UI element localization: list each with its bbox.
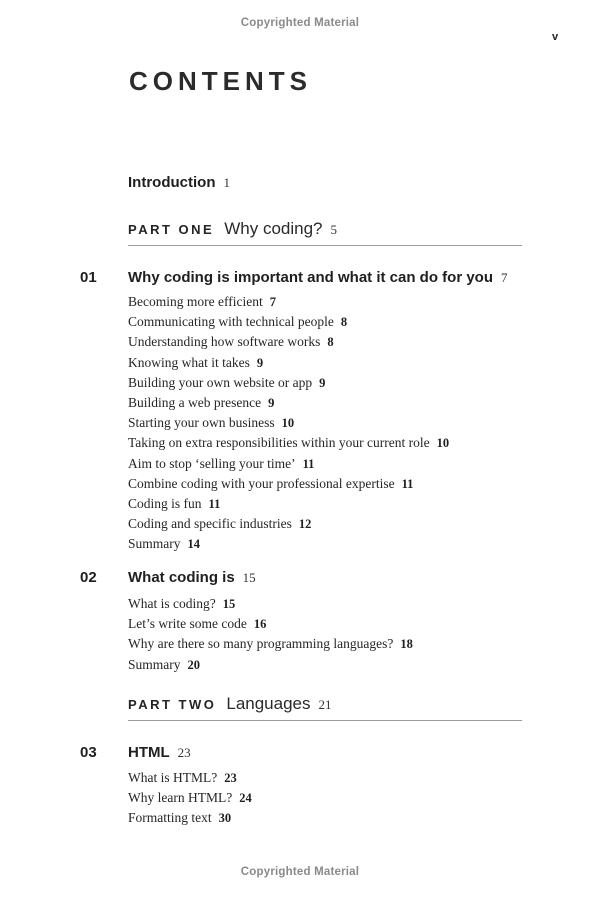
toc-item-page: 8 xyxy=(327,335,334,350)
toc-item-label: Starting your own business xyxy=(128,415,275,431)
toc-item-page: 11 xyxy=(401,476,414,491)
toc-item-page: 9 xyxy=(319,375,326,390)
toc-item-label: Coding and specific industries xyxy=(128,516,292,532)
toc-item-label: Building a web presence xyxy=(128,395,262,411)
toc-item-page: 11 xyxy=(208,497,221,512)
toc-item xyxy=(128,332,449,352)
part-one-kicker: PART ONE xyxy=(128,222,215,237)
page-folio: v xyxy=(551,31,559,43)
part-two-title: Languages xyxy=(226,694,311,713)
toc-item-page: 16 xyxy=(253,617,267,632)
introduction-label: Introduction xyxy=(128,174,216,191)
introduction-page-number: 1 xyxy=(223,175,230,190)
part-two-heading xyxy=(128,694,522,721)
toc-item-page: 8 xyxy=(340,315,348,330)
toc-item xyxy=(128,454,449,474)
toc-item xyxy=(128,413,449,433)
toc-item xyxy=(128,655,413,675)
toc-item-label: Building your own website or app xyxy=(128,374,313,390)
toc-item xyxy=(128,768,252,788)
chapter-03-items xyxy=(128,768,252,829)
toc-item-label: What is HTML? xyxy=(128,770,218,785)
part-one-title: Why coding? xyxy=(224,219,323,238)
toc-item-label: Formatting text xyxy=(128,810,212,826)
toc-entry-introduction xyxy=(128,174,230,191)
chapter-03-heading xyxy=(128,744,191,761)
toc-item-page: 9 xyxy=(268,396,275,411)
toc-item xyxy=(128,353,449,373)
toc-item xyxy=(128,534,449,554)
copyright-notice-bottom: Copyrighted Material xyxy=(240,866,360,878)
toc-item-page: 30 xyxy=(218,811,232,826)
part-two-page-number: 21 xyxy=(318,697,332,712)
chapter-03-title: HTML xyxy=(128,744,170,761)
toc-item-page: 10 xyxy=(436,436,450,451)
toc-item-label: Taking on extra responsibilities within your current role xyxy=(128,435,430,451)
toc-item xyxy=(128,292,449,312)
toc-item-label: Knowing what it takes xyxy=(128,354,250,370)
part-one-heading xyxy=(128,219,522,246)
toc-item xyxy=(128,474,449,494)
toc-item xyxy=(128,312,449,332)
copyright-notice-top: Copyrighted Material xyxy=(240,17,360,29)
chapter-02-items xyxy=(128,594,413,675)
toc-item xyxy=(128,393,449,413)
chapter-01-page-number: 7 xyxy=(501,270,508,285)
toc-item-page: 9 xyxy=(256,355,264,370)
toc-item-page: 15 xyxy=(222,597,236,611)
chapter-03-number: 03 xyxy=(80,744,97,761)
part-two-kicker: PART TWO xyxy=(128,697,217,712)
toc-item-label: Understanding how software works xyxy=(128,334,321,350)
toc-item xyxy=(128,634,413,654)
toc-item-page: 10 xyxy=(281,416,295,431)
toc-item-page: 14 xyxy=(187,537,200,552)
contents-title: CONTENTS xyxy=(129,66,312,96)
chapter-01-items xyxy=(128,292,449,555)
toc-item-page: 20 xyxy=(187,657,200,672)
toc-item xyxy=(128,614,413,634)
toc-item xyxy=(128,433,449,453)
toc-item-label: What is coding? xyxy=(128,596,216,611)
toc-item xyxy=(128,788,252,808)
toc-item-page: 24 xyxy=(239,791,252,806)
toc-item-page: 18 xyxy=(400,637,413,652)
chapter-01-heading xyxy=(128,269,508,286)
part-one-page-number: 5 xyxy=(330,222,337,237)
toc-item-label: Aim to stop ‘selling your time’ xyxy=(128,455,296,471)
toc-item-label: Communicating with technical people xyxy=(128,314,334,330)
toc-item-label: Why are there so many programming languages? xyxy=(128,636,394,652)
toc-item xyxy=(128,494,449,514)
toc-item-page: 11 xyxy=(302,456,315,471)
toc-item-label: Let’s write some code xyxy=(128,616,247,632)
toc-item-label: Coding is fun xyxy=(128,496,202,512)
toc-item xyxy=(128,808,252,828)
toc-item-label: Summary xyxy=(128,656,181,672)
toc-item xyxy=(128,594,413,614)
chapter-02-page-number: 15 xyxy=(242,570,256,585)
toc-item-label: Becoming more efficient xyxy=(128,294,263,309)
toc-item-page: 23 xyxy=(224,771,237,785)
toc-item-label: Combine coding with your professional expertise xyxy=(128,475,395,491)
chapter-02-heading xyxy=(128,569,256,586)
chapter-02-title: What coding is xyxy=(128,569,235,586)
chapter-01-number: 01 xyxy=(80,269,97,286)
chapter-01-title: Why coding is important and what it can do for you xyxy=(128,269,494,286)
toc-item-label: Why learn HTML? xyxy=(128,790,233,806)
toc-item xyxy=(128,373,449,393)
toc-item-label: Summary xyxy=(128,536,181,552)
toc-item-page: 12 xyxy=(298,517,312,532)
chapter-02-number: 02 xyxy=(80,569,97,586)
chapter-03-page-number: 23 xyxy=(177,745,191,760)
toc-item-page: 7 xyxy=(269,295,276,309)
toc-item xyxy=(128,514,449,534)
